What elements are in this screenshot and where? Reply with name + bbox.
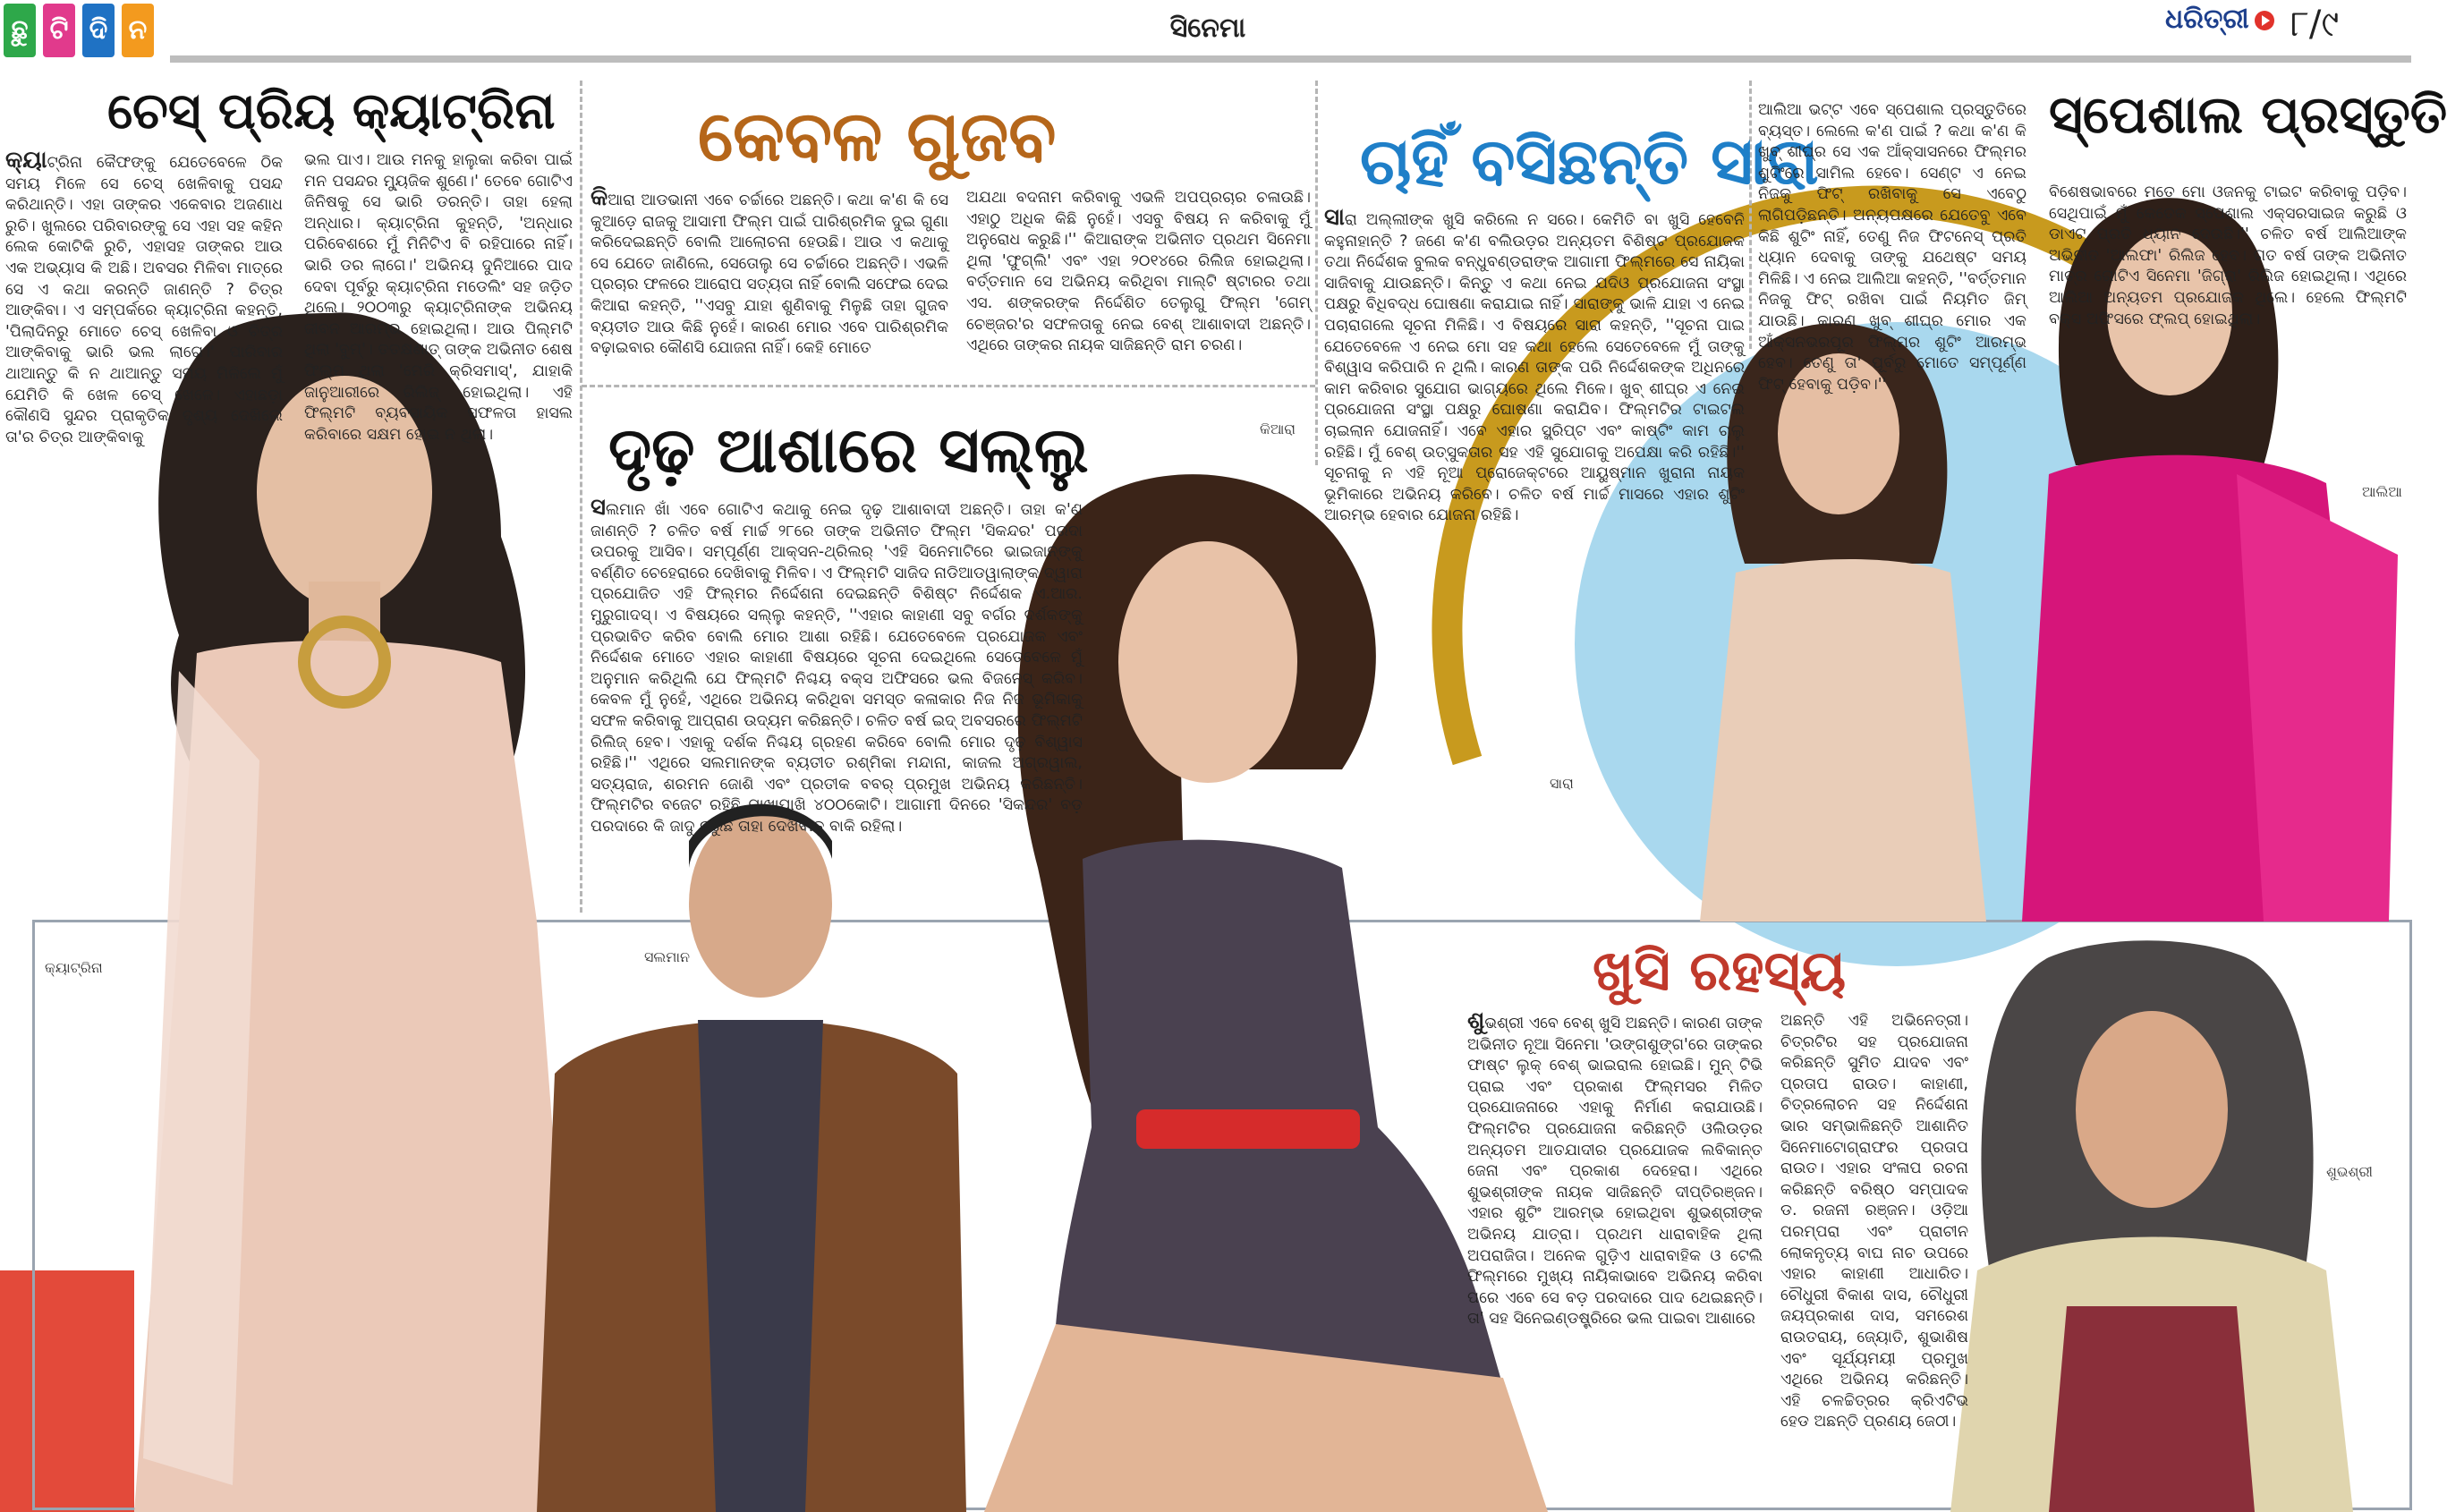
kiara-col1 <box>591 184 949 367</box>
salman-shirt <box>698 1020 823 1512</box>
caption-alia: ଆଲିଆ <box>2362 483 2402 500</box>
caption-katrina: କ୍ୟାଟ୍ରିନା <box>45 959 103 976</box>
caption-kiara: କିଆରା <box>1260 420 1296 437</box>
headline-katrina: ଚେସ୍ ପ୍ରିୟ କ୍ୟାଟ୍ରିନା <box>107 82 556 140</box>
katrina-col2: ଭଲ ପାଏ। ଆଉ ମନକୁ ହାଲୁକା କରିବା ପାଇଁ ମନ ପସନ୍ଦର ମ୍ୟୁଜିକ ଶୁଣେ।' ତେବେ ଗୋଟିଏ ଜିନିଷକୁ ସେ ଭାରି ଡରନ୍ତି। ତାହା ହେଲା ଅନ୍ଧାର। କ୍ୟାଟ୍ରିନା କୁହନ୍ତି, 'ଅନ୍ଧାର ପରିବେଶରେ ମୁଁ ମିନିଟିଏ ବି ରହିପାରେ ନାହିଁ। ଭାରି ଡର ଲାଗେ।' ଅଭିନୟ ଦୁନିଆରେ ପାଦ ଦେବା ପୂର୍ବରୁ କ୍ୟାଟ୍ରିନା ମଡେଲିଂ ସହ ଜଡ଼ିତ ଥିଲେ। ୨୦୦୩ରୁ କ୍ୟାଟ୍ରିନାଙ୍କ ଅଭିନୟ ଜୀବନ ଆରମ୍ଭ ହୋଇଥିଲା। ଆଉ ପିଲ୍ମଟି ଥିଲା 'ବୁମ୍'। ତତକ୍ଷଣାତ୍ ତାଙ୍କ ଅଭିନୀତ ଶେଷ ଫିଲ୍ମ ଥିଲା 'ମେରି କ୍ରିସମାସ୍', ଯାହାକି ଜାନୁଆରୀରେ ରିଲିଜ୍ ହୋଇଥିଲା। ଏହି ଫିଲ୍ମଟି ବ୍ୟବସାୟିକ ସଫଳତା ହାସଲ କରିବାରେ ସକ୍ଷମ ହୋଇ ନ ଥିଲା। <box>304 151 573 444</box>
shubhashree-col1 <box>1467 1007 1763 1494</box>
kiara-col1-text: ଆରା ଆଡଭାନୀ ଏବେ ଚର୍ଚ୍ଚାରେ ଅଛନ୍ତି। କଥା କ'ଣ କି ସେ କୁଆଡ଼େ ରାଜକୁ ଆସାମୀ ଫିଲ୍ମ ପାଇଁ ପାରିଶ୍ରମିକ ଦୁଇ ଗୁଣା କରିଦେଇଛନ୍ତି ବୋଲି ଆଲୋଚନା ହେଉଛି। ଆଉ ଏ କଥାକୁ ସେ ଯେତେ ଜାଣିଲେ, ସେତୋଲୁ ସେ ଚର୍ଚ୍ଚାରେ ଅଛନ୍ତି। ଏଭଳି ପ୍ରଚାର ଫଳରେ ଆରୋପ ସତ୍ୟତା ନାହିଁ ବୋଲି ସଫେଇ ଦେଇ କିଆରା କହନ୍ତି, ''ଏସବୁ ଯାହା ଶୁଣିବାକୁ ମିଳୁଛି ତାହା ଗୁଜବ ବ୍ୟତୀତ ଆଉ କିଛି ନୁହେଁ। କାରଣ ମୋର ଏବେ ପାରିଶ୍ରମିକ ବଢ଼ାଇବାର କୌଣସି ଯୋଜନା ନାହିଁ। କେହି ମୋତେ <box>591 191 949 358</box>
alia-pallu <box>2237 474 2398 922</box>
kiara-dropcap: କି <box>591 184 608 211</box>
kiara-face <box>1118 541 1297 783</box>
page-number: ୮/୯ <box>2290 4 2340 45</box>
salman-dropcap: ସ <box>591 494 606 521</box>
alia-col1: ଆଲିଆ ଭଟ୍ଟ ଏବେ ସ୍ପେଶାଲ ପ୍ରସ୍ତୁତିରେ ବ୍ୟସ୍ତ। ଲେଲେ କ'ଣ ପାଇଁ ? କଥା କ'ଣ କି ଖୁବ୍ ଶୀଘ୍ର ସେ ଏକ ଆଁକ୍ସାସନରେ ଫିଲ୍ମର ଶୁଟିଂରେ ସାମିଲ ହେବେ। ସେଣ୍ଟ ଏ ନେଇ ନିଜକୁ ଫିଟ୍ ରଖିବାକୁ ସେ ଏବେଠୁ ଲାଗିପଡ଼ିଛନ୍ତି। ଅନ୍ୟପକ୍ଷରେ ଯେତେବୁ ଏବେ କିଛି ଶୁଟିଂ ନାହିଁ, ତେଣୁ ନିଜ ଫିଟନେସ୍ ପ୍ରତି ଧ୍ୟାନ ଦେବାକୁ ତାଙ୍କୁ ଯଥେଷ୍ଟ ସମୟ ମିଳିଛି। ଏ ନେଇ ଆଲିଆ କହନ୍ତି, ''ବର୍ତ୍ତମାନ ନିଜକୁ ଫିଟ୍ ରଖିବା ପାଇଁ ନିୟମିତ ଜିମ୍ ଯାଉଛି। କାରଣ ଖୁବ୍ ଶୀଘ୍ର ମୋର ଏକ ଆଁକ୍ସନଭରପୂର ଫିଲ୍ମର ଶୁଟିଂ ଆରମ୍ଭ ହେବ। ତେଣୁ ତା' ପୂର୍ବରୁ ମୋତେ ସମ୍ପୂର୍ଣ୍ଣ ଫିଟ୍ ହେବାକୁ ପଡ଼ିବ।'' <box>1758 101 2026 394</box>
row-rule <box>582 385 1315 387</box>
alia-col2: ବିଶେଷଭାବରେ ମତେ ମୋ ଓଜନକୁ ଟାଇଟ କରିବାକୁ ପଡ଼ିବ। ସେଥିପାଇଁ ମୁଁ କେତେକ ସ୍ପେଶାଲ ଏକ୍ସରସାଇଜ କରୁଛି ଓ ଡାଏଟ୍ ପ୍ରତି ଧ୍ୟାନ ଦେଉଛି।'' ଚଳିତ ବର୍ଷ ଆଲିଆଙ୍କ ଅଭିନୀତ 'ଆଲଫା' ରିଲିଜ ହେବ। ଗତ ବର୍ଷ ତାଙ୍କ ଅଭିନୀତ ମାତ୍ର ଗୋଟିଏ ସିନେମା 'ଜିଗ୍ରା' ରିଲିଜ ହୋଇଥିଲା। ଏଥିରେ ଆଲିଆ ଅନ୍ୟତମ ପ୍ରଯୋଜକ ଥିଲେ। ହେଲେ ଫିଲ୍ମଟି ବକ୍ସ ଅଫିସରେ ଫ୍ଲପ୍ ହୋଇଥିଲା। <box>2049 183 2407 328</box>
kiara-col2: ଅଯଥା ବଦନାମ କରିବାକୁ ଏଭଳି ଅପପ୍ରଚାର ଚଳାଉଛି। ଏହାଠୁ ଅଧିକ କିଛି ନୁହେଁ। ଏସବୁ ବିଷୟ ନ କରିବାକୁ ମୁଁ ଅନୁରୋଧ କରୁଛି।'' କିଆରାଙ୍କ ଅଭିନୀତ ପ୍ରଥମ ସିନେମା ଥିଲା 'ଫୁଗ୍ଲି' ଏବଂ ଏହା ୨୦୧୪ରେ ରିଲିଜ ହୋଇଥିଲା। ବର୍ତ୍ତମାନ ସେ ଅଭିନୟ କରିଥିବା ମାଲ୍ଟି ଷ୍ଟାରର ତଥା ଏସ. ଶଙ୍କରଙ୍କ ନିର୍ଦ୍ଦେଶିତ ତେଲୁଗୁ ଫିଲ୍ମ 'ଗେମ୍ ଚେଞ୍ଜର'ର ସଫଳତାକୁ ନେଇ ବେଶ୍ ଆଶାବାଦୀ ଅଛନ୍ତି। ଏଥିରେ ତାଙ୍କର ନାୟକ ସାଜିଛନ୍ତି ରାମ ଚରଣ। <box>966 189 1311 355</box>
salman-body: ଲମାନ ଖାଁ ଏବେ ଗୋଟିଏ କଥାକୁ ନେଇ ଦୃଢ଼ ଆଶାବାଦୀ ଅଛନ୍ତି। ତାହା କ'ଣ ଜାଣନ୍ତି ? ଚଳିତ ବର୍ଷ ମାର୍ଚ୍ଚ ୨୮ରେ ତାଙ୍କ ଅଭିନୀତ ଫିଲ୍ମ 'ସିକନ୍ଦର' ପରଦା ଉପରକୁ ଆସିବ। ସମ୍ପୂର୍ଣ୍ଣ ଆକ୍ସନ-ଥ୍ରିଲର୍ 'ଏହି ସିନେମାଟିରେ ଭାଇଜାନ୍ଙ୍କୁ ବର୍ଣ୍ଣିତ ଚେହେରାରେ ଦେଖିବାକୁ ମିଳିବ। ଏ ଫିଲ୍ମଟି ସାଜିଦ ନାଡିଆଡୱାଲାଙ୍କ ଦ୍ୱାରା ପ୍ରଯୋଜିତ ଏହି ଫିଲ୍ମର ନିର୍ଦ୍ଦେଶନା ଦେଇଛନ୍ତି ବିଶିଷ୍ଟ ନିର୍ଦ୍ଦେଶକ ଏ.ଆର. ମୁରୁଗାଦସ୍। ଏ ବିଷୟରେ ସଲ୍ଲୁ କହନ୍ତି, ''ଏହାର କାହାଣୀ ସବୁ ବର୍ଗର ଦର୍ଶକଙ୍କୁ ପ୍ରଭାବିତ କରିବ ବୋଲି ମୋର ଆଶା ରହିଛି। ଯେତେବେଳେ ପ୍ରଯୋଜକ ଏବଂ ନିର୍ଦ୍ଦେଶକ ମୋତେ ଏହାର କାହାଣୀ ବିଷୟରେ ସୂଚନା ଦେଇଥିଲେ ସେତେବେଳେ ମୁଁ ଅନୁମାନ କରିଥିଲି ଯେ ଫିଲ୍ମଟି ନିଶ୍ଚୟ ବକ୍ସ ଅଫିସରେ ଭଲ ବିଜନେସ୍ କରିବ। କେବଳ ମୁଁ ନୁହେଁ, ଏଥିରେ ଅଭିନୟ କରିଥିବା ସମସ୍ତ କଳାକାର ନିଜ ନିଜ ଭୂମିକାକୁ ସଫଳ କରିବାକୁ ଆପ୍ରାଣ ଉଦ୍ୟମ କରିଛନ୍ତି। ଚଳିତ ବର୍ଷ ଇଦ୍ ଅବସରରେ ଫିଲ୍ମଟି ରିଲିଜ୍ ହେବ। ଏହାକୁ ଦର୍ଶକ ନିଶ୍ଚୟ ଗ୍ରହଣ କରିବେ ବୋଲି ମୋର ଦୃଢ଼ ବିଶ୍ୱାସ ରହିଛି।'' ଏଥିରେ ସଲମାନଙ୍କ ବ୍ୟତୀତ ରଶ୍ମିକା ମନ୍ଦାନା, କାଜଲ ଅଗ୍ରୱାଲ, ସତ୍ୟରାଜ, ଶରମନ ଜୋଶି ଏବଂ ପ୍ରତୀକ ବବର୍ ପ୍ରମୁଖ ଅଭିନୟ କରିଛନ୍ତି। ଫିଲ୍ମଟିର ବଜେଟ ରହିଛି ପାଖାପାଖି ୪୦୦କୋଟି। ଆଗାମୀ ଦିନରେ 'ସିକନ୍ଦର' ବଡ଼ ପରଦାରେ କି ଜାଦୁ କରୁଛି ତାହା ଦେଖିବାକୁ ବାକି ରହିଲା। <box>591 501 1083 836</box>
logo-tile-2: ଟି <box>43 4 75 57</box>
sara-body: ରା ଅଲ୍ଲୀଙ୍କ ଖୁସି କରିଲେ ନ ସରେ। କେମିତି ବା ଖୁସି ହେବେନି କହୁନାହାନ୍ତି ? ଜଣେ କ'ଣ ବଲିଉଡ଼ର ଅନ୍ୟତମ ବିଶିଷ୍ଟ ପ୍ରଯୋଜକ ତଥା ନିର୍ଦ୍ଦେଶକ ବୁଲକ ବନ୍ଧୁବଣ୍ଡରାଙ୍କ ଆଗାମୀ ଫିଲ୍ମରେ ସେ ନାୟିକା ସାଜିବାକୁ ଯାଉଛନ୍ତି। କିନ୍ତୁ ଏ କଥା ନେଇ ଯଦିଓ ପ୍ରଯୋଜନା ସଂସ୍ଥା ପକ୍ଷରୁ ବିଧିବଦ୍ଧ ଘୋଷଣା କରାଯାଇ ନାହିଁ। ସାରାଙ୍କୁ ଭାଳି ଯାହା ଏ ନେଇ ପଚାରାଗଲେ ସୂଚନା ମିଳିଛି। ଏ ବିଷୟରେ ସାରା କହନ୍ତି, ''ସୂଚନା ପାଇ ଯେତେବେଳେ ଏ ନେଇ ମୋ ସହ କଥା ହେଲେ ସେତେବେଳେ ମୁଁ ତାଙ୍କୁ ବିଶ୍ୱାସ କରିପାରି ନ ଥିଲି। କାରଣ ତାଙ୍କ ପରି ନିର୍ଦ୍ଦେଶକଙ୍କ ଅଧିନରେ କାମ କରିବାର ସୁଯୋଗ ଭାଗ୍ୟରେ ଥିଲେ ମିଳେ। ଖୁବ୍ ଶୀଘ୍ର ଏ ନେଇ ପ୍ରଯୋଜନା ସଂସ୍ଥା ପକ୍ଷରୁ ଘୋଷଣା କରାଯିବ। ଫିଲ୍ମଟିର ଟାଇଟଲ ଚାଇଲାନ ଯୋଜନାହିଁ। ଏବେ ଏହାର ସ୍କ୍ରିପ୍ଟ ଏବଂ କାଷ୍ଟିଂ କାମ ଚାଲୁ ରହିଛି। ମୁଁ ବେଶ୍ ଉତ୍ସୁକତାର ସହ ଏହି ସୁଯୋଗକୁ ଅପେକ୍ଷା କରି ରହିଛି।'' ସୂଚନାକୁ ନ ଏହି ନୂଆ ପ୍ରୋଜେକ୍ଟରେ ଆୟୁଷ୍ମାନ ଖୁରାନା ନାୟକ ଭୂମିକାରେ ଅଭିନୟ କରିବେ। ଚଳିତ ବର୍ଷ ମାର୍ଚ୍ଚ ମାସରେ ଏହାର ଶୁଟିଂ ଆରମ୍ଭ ହେବାର ଯୋଜନା ରହିଛି। <box>1324 211 1745 525</box>
sara-dropcap: ସା <box>1324 204 1345 231</box>
brand-name: ଧରିତ୍ରୀ <box>2165 4 2249 35</box>
katrina-col1-text: ଟ୍ରିନା କୈଫଙ୍କୁ ଯେତେବେଳେ ଠିକ ସମୟ ମିଳେ ସେ ଚେସ୍ ଖେଳିବାକୁ ପସନ୍ଦ କରିଥାନ୍ତି। ଏହା ତାଙ୍କର ଏକେବାର ଅଜଣାଧ ରୁଚି। ଖୁଲରେ ପରିବାରଙ୍କୁ ସେ ଏହା ସହ କହିନ ଲେକ କୋଟିକି ରୁଚି, ଏହାସହ ତାଙ୍କର ଆଉ ଏକ ଅଭ୍ୟାସ କି ଅଛି। ଅବସର ମିଳିବା ମାତ୍ରେ ସେ ଏ କଥା କରନ୍ତି ଜାଣନ୍ତି ? ଚିତ୍ର ଆଙ୍କିବା। ଏ ସମ୍ପର୍କରେ କ୍ୟାଟ୍ରିନା କହନ୍ତି, 'ପିଲାଦିନରୁ ମୋତେ ଚେସ୍ ଖେଳିବା ଓ ଚିତ୍ର ଆଙ୍କିବାକୁ ଭାରି ଭଲ ଲାଗେ।' ପାରିବାର ଥାଆନ୍ତୁ କି ନ ଥାଆନ୍ତୁ ସମୟ ମିଳିଲେ ମୁଁ ଯେମିତି କି ଖେଳ ଚେସ୍ ଖେଳେ। ଏହାଛଡ଼ା କୌଣସି ସୁନ୍ଦର ପ୍ରାକୃତିକ ଦୃଶ୍ୟ ଦେଖିଲେ ତା'ର ଚିତ୍ର ଆଙ୍କିବାକୁ <box>5 154 283 446</box>
caption-salman: ସଲମାନ <box>644 948 690 965</box>
headline-shubhashree: ଖୁସି ରହସ୍ୟ <box>1593 938 1847 1003</box>
kiara-belt <box>1136 1109 1360 1149</box>
logo-tile-1: ଛୁ <box>4 4 36 57</box>
shubhashree-dropcap: ଶୁ <box>1467 1007 1485 1034</box>
shubhashree-face <box>2076 1011 2228 1208</box>
play-icon <box>2255 11 2274 30</box>
headline-kiara: କେବଳ ଗୁଜବ <box>698 97 1057 177</box>
headline-sara: ଚାହିଁ ବସିଛନ୍ତି ସାରା <box>1360 123 1819 199</box>
section-label: ସିନେମା <box>1169 13 1246 44</box>
logo-tile-3: ଦି <box>82 4 115 57</box>
headline-salman: ଦୃଢ଼ ଆଶାରେ ସଲ୍ଲୁ <box>608 413 1089 487</box>
caption-shubhashree: ଶୁଭଶ୍ରୀ <box>2326 1163 2374 1180</box>
top-rule <box>170 55 2411 63</box>
sara-dress <box>1700 559 1986 922</box>
brand-logo <box>2165 4 2281 47</box>
shubhashree-photo <box>1924 930 2380 1512</box>
sara-text <box>1324 204 1745 592</box>
shubhashree-col2: ଅଛନ୍ତି ଏହି ଅଭିନେତ୍ରୀ। ଚିତ୍ରଟିର ସହ ପ୍ରଯୋଜନା କରିଛନ୍ତି ସୁମିତ ଯାଦବ ଏବଂ ପ୍ରତାପ ରାଉତ। କାହାଣୀ, ଚିତ୍ରଲୋଚନ ସହ ନିର୍ଦ୍ଦେଶନା ଭାର ସମ୍ଭାଳିଛନ୍ତି ଆଶାନିତ ସିନେମାଟୋଗ୍ରାଫର ପ୍ରତାପ ରାଉତ। ଏହାର ସଂଳାପ ରଚନା କରିଛନ୍ତି ବରିଷ୍ଠ ସମ୍ପାଦକ ଡ. ରଜନୀ ରଞ୍ଜନ। ଓଡ଼ିଆ ପରମ୍ପରା ଏବଂ ପ୍ରାଚୀନ ଲୋକନୃତ୍ୟ ବାଘ ନାଚ ଉପରେ ଏହାର କାହାଣୀ ଆଧାରିତ। ଚୌଧୁରୀ ବିକାଶ ଦାସ, ଚୌଧୁରୀ ଜୟପ୍ରକାଶ ଦାସ, ସମରେଶ ରାଉତରାୟ, ଜ୍ୟୋତି, ଶୁଭାଶିଷ ଏବଂ ସୂର୍ଯ୍ୟମୟୀ ପ୍ରମୁଖ ଏଥିରେ ଅଭିନୟ କରିଛନ୍ତି। ଏହି ଚଳଚ୍ଚିତ୍ରର କ୍ରିଏଟିଭ ହେଡ ଅଛନ୍ତି ପ୍ରଣୟ ଜେଠୀ। <box>1780 1012 1968 1431</box>
column-rule-2 <box>1315 81 1318 465</box>
katrina-dropcap: କ୍ୟା <box>5 147 47 174</box>
shubhashree-kurta <box>2049 1306 2255 1512</box>
caption-sara: ସାରା <box>1550 775 1574 792</box>
shubhashree-col1-text: ଭଶ୍ରୀ ଏବେ ବେଶ୍ ଖୁସି ଅଛନ୍ତି। କାରଣ ତାଙ୍କ ଅଭିନୀତ ନୂଆ ସିନେମା 'ଉଙ୍ଗଶୁଙ୍ଗ'ରେ ତାଙ୍କର ଫାଷ୍ଟ ଲୁକ୍ ବେଶ୍ ଭାଇରାଲ ହୋଇଛି। ମୁନ୍ ଟିଭି ପ୍ରାଇ ଏବଂ ପ୍ରକାଶ ଫିଲ୍ମସର ମିଳିତ ପ୍ରଯୋଜନାରେ ଏହାକୁ ନିର୍ମାଣ କରାଯାଉଛି। ଫିଲ୍ମଟିର ପ୍ରଯୋଜନା କରିଛନ୍ତି ଓଲିଉଡ଼ର ଅନ୍ୟତମ ଆତଯାଦୀର ପ୍ରଯୋଜକ ଲବିକାନ୍ତ ଜେନା ଏବଂ ପ୍ରକାଶ ଦେହେରା। ଏଥିରେ ଶୁଭଶ୍ରୀଙ୍କ ନାୟକ ସାଜିଛନ୍ତି ଦୀପ୍ତିରଞ୍ଜନ। ଏହାର ଶୁଟିଂ ଆରମ୍ଭ ହୋଇଥିବା ଶୁଭଶ୍ରୀଙ୍କ ଅଭିନୟ ଯାତ୍ରା। ପ୍ରଥମ ଧାରାବାହିକ ଥିଲା ଅପରାଜିତା। ଅନେକ ଗୁଡ଼ିଏ ଧାରାବାହିକ ଓ ଟେଲି ଫିଲ୍ମରେ ମୁଖ୍ୟ ନାୟିକାଭାବେ ଅଭିନୟ କରିବା ପରେ ଏବେ ସେ ବଡ଼ ପରଦାରେ ପାଦ ଥେଇଛନ୍ତି। ତା' ସହ ସିନେଇଣ୍ଡଷ୍ଟ୍ରିରେ ଭଲ ପାଇବା ଆଶାରେ <box>1467 1015 1763 1329</box>
salman-text <box>591 494 1083 891</box>
katrina-col1 <box>5 147 283 616</box>
logo-tile-4: ନ <box>122 4 154 57</box>
headline-alia: ସ୍ପେଶାଲ ପ୍ରସ୍ତୁତି <box>2049 84 2447 145</box>
